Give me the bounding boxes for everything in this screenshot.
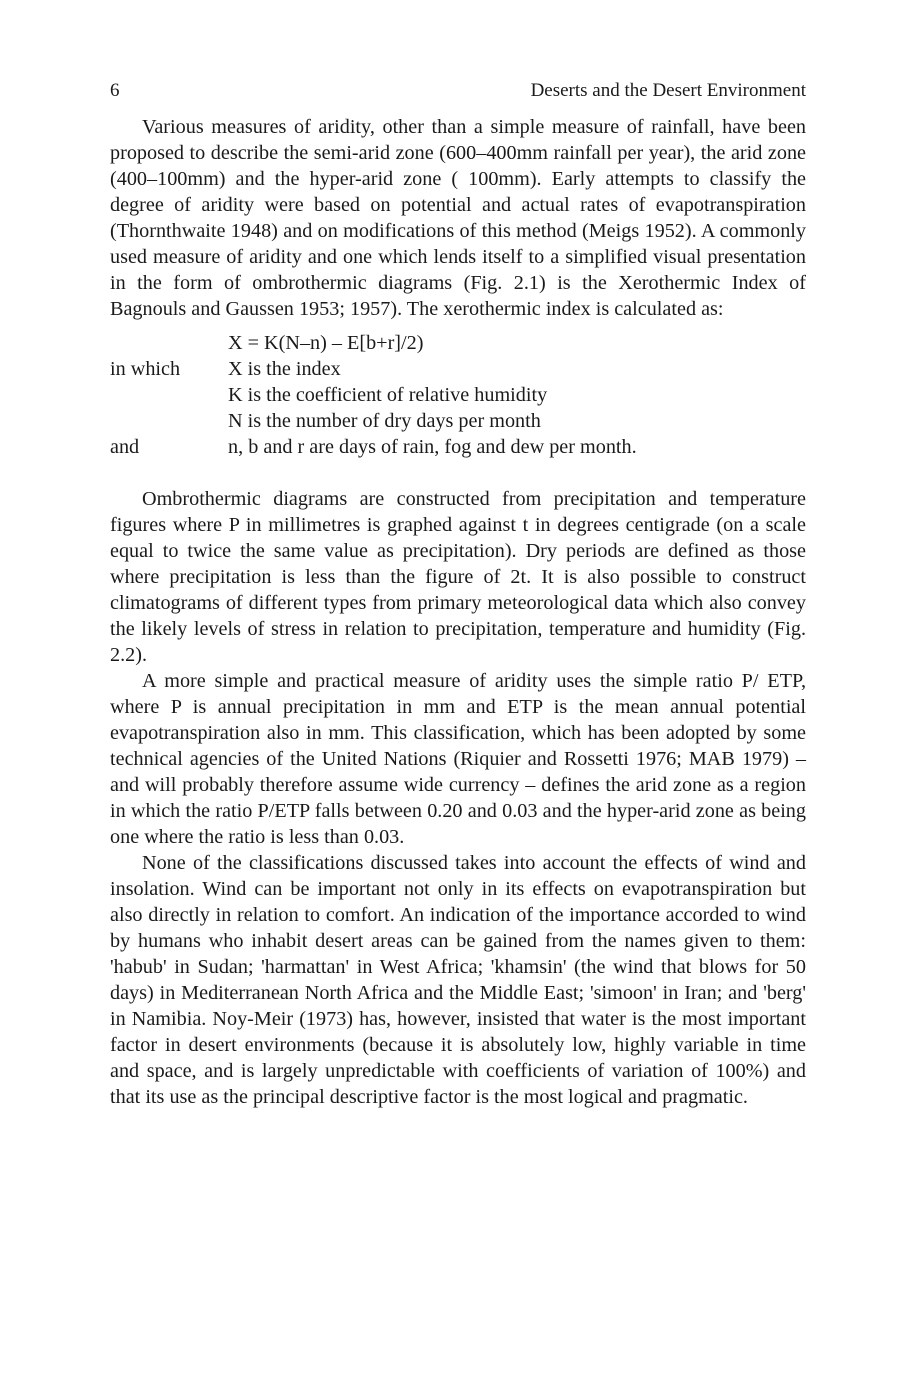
formula-def-x: X is the index [228,358,341,380]
running-title: Deserts and the Desert Environment [530,80,806,101]
paragraph-p-etp-ratio: A more simple and practical measure of aridity uses the simple ratio P/ ETP, where P is annual precipitation in mm and ETP is the mean annual potential evapotranspiration also in mm. This classification, which has been adopted by some technical agencies of the United Nations (Riquier and Rossetti 1976; MAB 1979) – and will probably therefore assume wide currency – defines the arid zone as a region in which the ratio P/ETP falls between 0.20 and 0.03 and the hyper-arid zone as being one where the ratio is less than 0.03. [110,670,806,848]
formula-def-row [110,356,806,382]
paragraph-ombrothermic: Ombrothermic diagrams are constructed from precipitation and temperature figures where P in millimetres is graphed against t in degrees centigrade (on a scale equal to twice the same value as precipitation). Dry periods are defined as those where precipitation is less than the figure of 2t. It is also possible to construct climatograms of different types from primary meteorological data which also convey the likely levels of stress in relation to precipitation, temperature and humidity (Fig. 2.2). [110,488,806,666]
book-page [110,80,806,1110]
xerothermic-formula [110,330,806,460]
formula-def-row [110,408,806,434]
section-spacer [110,460,806,486]
formula-label-empty [110,330,228,356]
formula-equation: X = K(N–n) – E[b+r]/2) [228,332,424,354]
formula-def-k: K is the coefficient of relative humidity [228,384,548,406]
formula-label-and: and [110,436,140,458]
running-head [110,80,806,108]
formula-def-nbr: n, b and r are days of rain, fog and dew per month. [228,436,637,458]
formula-label-in-which: in which [110,358,181,380]
formula-def-n: N is the number of dry days per month [228,410,541,432]
formula-def-row [110,382,806,408]
paragraph-wind-insolation: None of the classifications discussed takes into account the effects of wind and insolation. Wind can be important not only in its effects on evapotranspiration but also directly in relation to comfort. An indication of the importance accorded to wind by humans who inhabit desert areas can be gained from the names given to them: 'habub' in Sudan; 'harmattan' in West Africa; 'khamsin' (the wind that blows for 50 days) in Mediterranean North Africa and the Middle East; 'simoon' in Iran; and 'berg' in Namibia. Noy-Meir (1973) has, however, insisted that water is the most important factor in desert environments (because it is absolutely low, highly variable in time and space, and is largely unpredictable with coefficients of variation of 100%) and that its use as the principal descriptive factor is the most logical and pragmatic. [110,852,806,1108]
page-number: 6 [110,80,120,101]
formula-def-row [110,434,806,460]
paragraph-aridity-measures: Various measures of aridity, other than a simple measure of rainfall, have been proposed to describe the semi-arid zone (600–400mm rainfall per year), the arid zone (400–100mm) and the hyper-arid zone ( 100mm). Early attempts to classify the degree of aridity were based on potential and actual rates of evapotranspiration (Thornthwaite 1948) and on modifications of this method (Meigs 1952). A commonly used measure of aridity and one which lends itself to a simplified visual presentation in the form of ombrothermic diagrams (Fig. 2.1) is the Xerothermic Index of Bagnouls and Gaussen 1953; 1957). The xerothermic index is calculated as: [110,116,806,320]
formula-equation-row [110,330,806,356]
